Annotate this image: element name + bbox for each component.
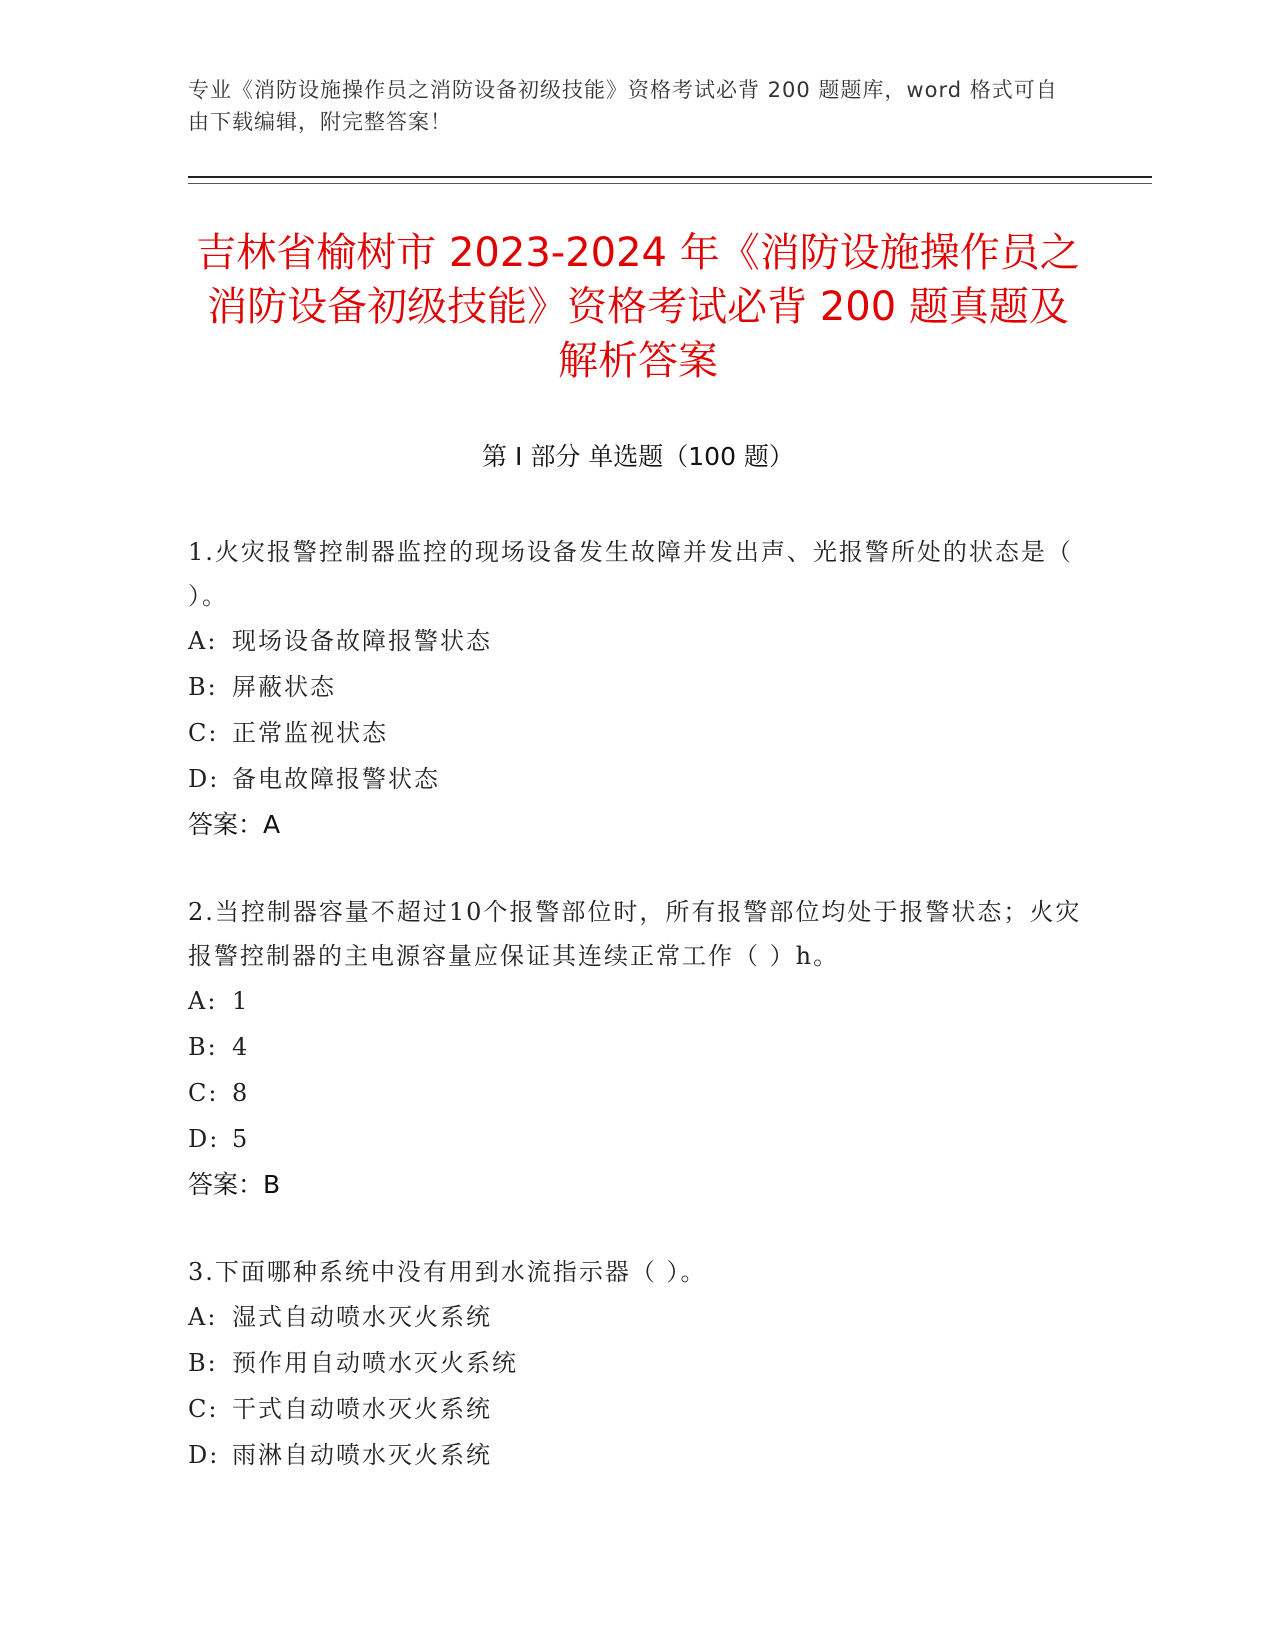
option-key: C: (188, 1395, 219, 1423)
question-2 (188, 890, 1088, 1208)
option-text: 8 (232, 1079, 250, 1107)
option-key: A: (188, 987, 218, 1015)
document-title: 吉林省榆树市 2023-2024 年《消防设施操作员之消防设备初级技能》资格考试必背 200 题真题及解析答案 (196, 230, 1080, 384)
option-key: A: (188, 1303, 218, 1331)
option-c (188, 1070, 1088, 1116)
option-d (188, 1116, 1088, 1162)
option-a (188, 978, 1088, 1024)
option-text: 正常监视状态 (232, 719, 388, 747)
option-text: 现场设备故障报警状态 (232, 627, 492, 655)
answer-line: 答案：A (188, 810, 281, 839)
option-text: 备电故障报警状态 (232, 765, 440, 793)
option-b (188, 1024, 1088, 1070)
question-stem: 2.当控制器容量不超过10个报警部位时，所有报警部位均处于报警状态；火灾报警控制器的主电源容量应保证其连续正常工作（ ）h。 (188, 898, 1082, 970)
header-divider-thin (188, 183, 1152, 184)
question-list (188, 530, 1088, 1520)
section-heading: 第 I 部分 单选题（100 题） (482, 442, 794, 471)
option-key: A: (188, 627, 218, 655)
option-b (188, 1340, 1088, 1386)
option-key: D: (188, 1125, 220, 1153)
option-key: B: (188, 673, 218, 701)
option-key: C: (188, 1079, 219, 1107)
option-text: 1 (232, 987, 250, 1015)
option-key: B: (188, 1349, 218, 1377)
answer-line: 答案：B (188, 1170, 281, 1199)
option-a (188, 1294, 1088, 1340)
option-text: 5 (232, 1125, 250, 1153)
question-1 (188, 530, 1088, 848)
option-d (188, 756, 1088, 802)
option-key: D: (188, 765, 220, 793)
option-c (188, 1386, 1088, 1432)
question-stem: 3.下面哪种系统中没有用到水流指示器（ ）。 (188, 1258, 707, 1286)
option-text: 屏蔽状态 (232, 673, 336, 701)
option-a (188, 618, 1088, 664)
option-key: B: (188, 1033, 218, 1061)
header-note: 专业《消防设施操作员之消防设备初级技能》资格考试必背 200 题题库，word 格式可自由下载编辑，附完整答案！ (188, 78, 1058, 134)
question-3 (188, 1250, 1088, 1478)
option-key: D: (188, 1441, 220, 1469)
option-text: 4 (232, 1033, 250, 1061)
option-key: C: (188, 719, 219, 747)
option-text: 干式自动喷水灭火系统 (232, 1395, 492, 1423)
option-d (188, 1432, 1088, 1478)
option-text: 雨淋自动喷水灭火系统 (232, 1441, 492, 1469)
option-b (188, 664, 1088, 710)
option-c (188, 710, 1088, 756)
option-text: 预作用自动喷水灭火系统 (232, 1349, 518, 1377)
header-divider-thick (188, 176, 1152, 178)
question-stem: 1.火灾报警控制器监控的现场设备发生故障并发出声、光报警所处的状态是（ ）。 (188, 538, 1073, 610)
option-text: 湿式自动喷水灭火系统 (232, 1303, 492, 1331)
